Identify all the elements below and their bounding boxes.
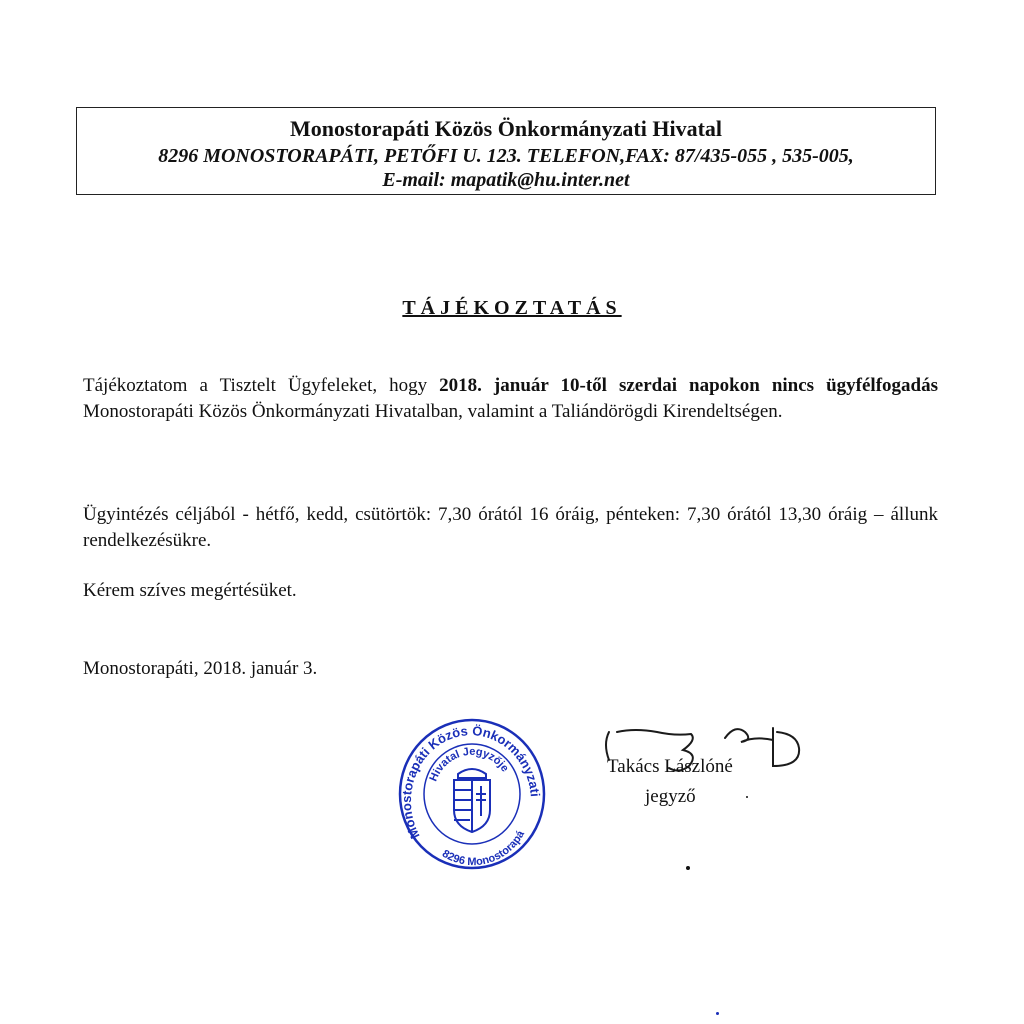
place-and-date: Monostorapáti, 2018. január 3. — [83, 658, 318, 679]
office-hours-paragraph: Ügyintézés céljából - hétfő, kedd, csütörtök: 7,30 órától 16 óráig, pénteken: 7,30 órától 13,30 óráig – állunk rendelkezésükre. — [83, 504, 938, 551]
official-stamp — [396, 712, 546, 872]
stamp-bottom-text: 8296 Monostorapá — [439, 828, 528, 869]
letterhead-box — [76, 107, 936, 195]
office-email: E-mail: mapatik@hu.inter.net — [382, 169, 630, 191]
ink-speck — [746, 796, 748, 798]
closing-request: Kérem szíves megértésüket. — [83, 580, 297, 601]
stamp-inner-text: Hivatal Jegyzője — [427, 745, 511, 784]
office-name: Monostorapáti Közös Önkormányzati Hivatal — [289, 116, 723, 141]
office-address: 8296 MONOSTORAPÁTI, PETŐFI U. 123. TELEFON,FAX: 87/435-055 , 535-005, — [158, 145, 854, 167]
coat-of-arms-icon — [454, 769, 490, 832]
stamp-outer-text: Monostorapáti Közös Önkormányzati — [398, 723, 543, 842]
signer-role: jegyző — [645, 786, 696, 807]
notice-text-start: Tájékoztatom a Tisztelt Ügyfeleket, hogy — [83, 375, 440, 396]
notice-bold-text: 2018. január 10-től szerdai napokon nincs ügyfélfogadás — [439, 375, 938, 396]
ink-speck — [716, 1012, 719, 1015]
document-title: TÁJÉKOZTATÁS — [402, 297, 622, 319]
signer-name: Takács Lászlóné — [607, 756, 733, 777]
ink-speck — [686, 866, 690, 870]
notice-text-end: Monostorapáti Közös Önkormányzati Hivatalban, valamint a Taliándörögdi Kirendeltségen. — [83, 401, 783, 422]
notice-paragraph — [83, 373, 938, 425]
